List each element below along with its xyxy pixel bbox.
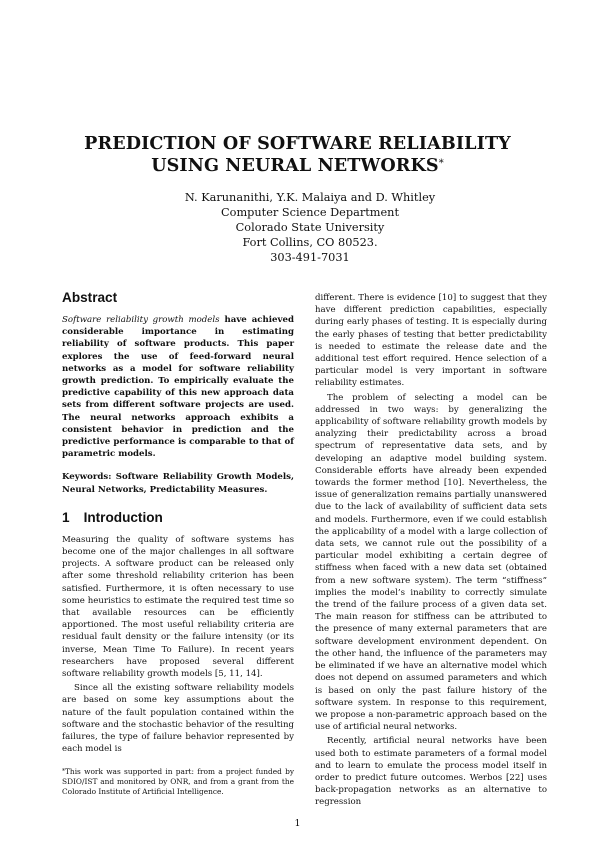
- author-department: Computer Science Department: [221, 206, 399, 219]
- section-number: 1: [62, 509, 70, 525]
- footnote-marker: *: [62, 768, 65, 775]
- page-number: 1: [294, 818, 301, 829]
- introduction-heading: [62, 510, 294, 526]
- right-column: [315, 292, 547, 809]
- title-line-1: PREDICTION OF SOFTWARE RELIABILITY: [84, 133, 511, 154]
- right-paragraph-1: different. There is evidence [10] to suggest that they have different prediction capabilities, especially during early phases of testing. It is especially during the early phases of testing that better predictability is needed to estimate the release date and the additional test effort required. Hence selection of a particular model is very important in software reliability estimates.: [315, 293, 547, 389]
- author-address: Fort Collins, CO 80523.: [242, 236, 378, 249]
- title-footnote-marker: *: [438, 158, 444, 169]
- title-line-2-text: USING NEURAL NETWORKS: [151, 155, 439, 176]
- left-column: [62, 290, 294, 756]
- author-names: N. Karunanithi, Y.K. Malaiya and D. Whitley: [184, 191, 436, 204]
- author-university: Colorado State University: [235, 221, 385, 234]
- right-paragraph-3: Recently, artificial neural networks have been used both to estimate parameters of a formal model and to learn to emulate the process model itself in order to predict future outcomes. Werbos [22] uses back-propagation networks as an alternative to regression: [315, 736, 547, 808]
- intro-paragraph-1: Measuring the quality of software systems has become one of the major challenges in all software projects. A software product can be released only after some threshold reliability criterion has been satisfied. Furthermore, it is often necessary to use some heuristics to estimate the required test time so that available resources can be efficiently apportioned. The most useful reliability criteria are residual fault density or the failure intensity (or its inverse, Mean Time To Failure). In recent years researchers have proposed several different software reliability growth models [5, 11, 14].: [62, 534, 294, 680]
- intro-paragraph-2: Since all the existing software reliability models are based on some key assumptions about the nature of the fault population contained within the software and the stochastic behavior of the resulting failures, the type of failure behavior represented by each model is: [62, 683, 294, 755]
- abstract-italic-lead: Software reliability growth models: [62, 315, 220, 325]
- keywords-text: Software Reliability Growth Models, Neural Networks, Predictability Measures.: [62, 472, 294, 495]
- author-phone: 303-491-7031: [270, 251, 350, 264]
- footnote-text: This work was supported in part: from a project funded by SDIO/IST and monitored by ONR, and from a grant from the Colorado Institute of Artificial Intelligence.: [62, 767, 294, 796]
- abstract-body: [62, 314, 294, 460]
- author-block: [100, 190, 520, 265]
- keywords: [62, 471, 294, 495]
- right-paragraph-2: The problem of selecting a model can be addressed in two ways: by generalizing the applicability of software reliability growth models by analyzing their predictability across a broad spectrum of representative data sets, and by developing an adaptive model building system. Considerable efforts have already been expended towards the former method [10]. Nevertheless, the issue of generalization remains partially unanswered due to the lack of availability of sufficient data sets and models. Furthermore, even if we could establish the applicability of a model with a large collection of data sets, we cannot rule out the possibility of a particular model exhibiting a certain degree of stiffness when faced with a new data set (obtained from a new software system). The term “stiffness” implies the model’s inability to correctly simulate the trend of the failure process of a given data set. The main reason for stiffness can be attributed to the presence of many external parameters that are software development environment dependent. On the other hand, the influence of the parameters may be eliminated if we have an alternative model which does not depend on assumed parameters and which is based on only the past failure history of the software system. In response to this requirement, we propose a non-parametric approach based on the use of artificial neural networks.: [315, 392, 547, 733]
- paper-title: [60, 133, 535, 177]
- keywords-label: Keywords:: [62, 472, 112, 483]
- title-line-2: [60, 155, 535, 177]
- abstract-text: have achieved considerable importance in estimating reliability of software products. This paper explores the use of feed-forward neural networks as a model for software reliability growth prediction. To empirically evaluate the predictive capability of this new approach data sets from different software projects are used. The neural networks approach exhibits a consistent behavior in prediction and the predictive performance is comparable to that of parametric models.: [62, 315, 294, 460]
- abstract-heading: Abstract: [62, 290, 118, 305]
- footnote: [62, 767, 294, 797]
- section-title-text: Introduction: [83, 509, 163, 525]
